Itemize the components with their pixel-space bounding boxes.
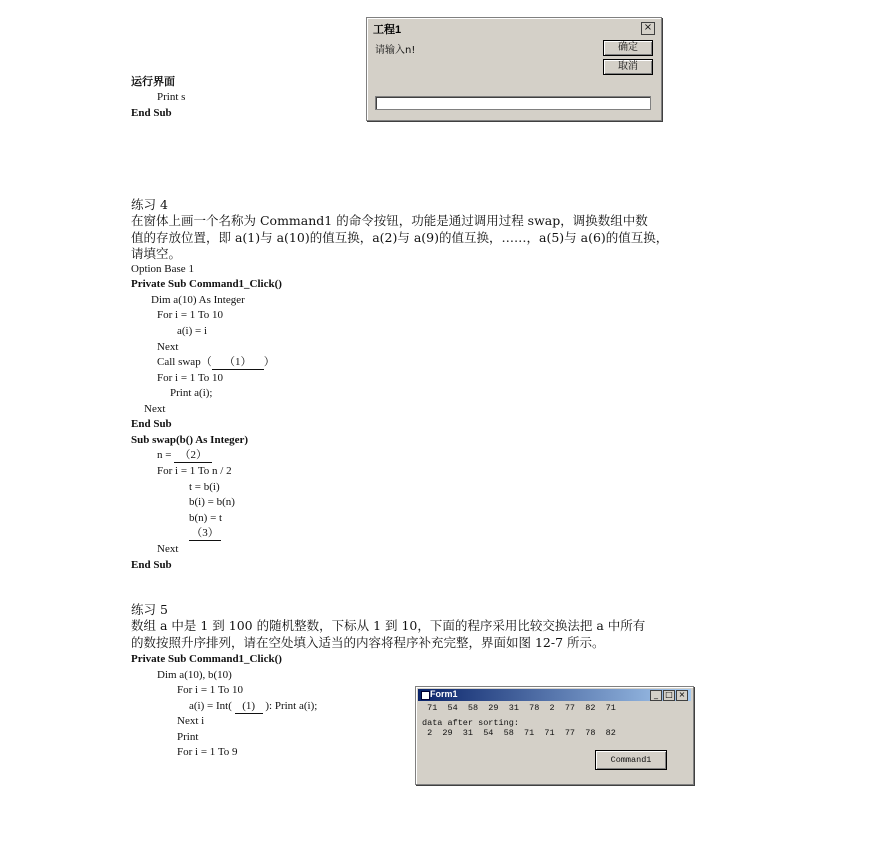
code-line: b(n) = t <box>189 512 223 524</box>
code-line: Print s <box>157 91 186 103</box>
code-line: For i = 1 To 10 <box>157 309 224 321</box>
exercise-4-title: 练习 4 <box>131 197 168 212</box>
cancel-button[interactable]: 取消 <box>603 59 653 75</box>
run-interface-heading: 运行界面 <box>131 76 175 88</box>
exercise-4-desc: 值的存放位置，即 a(1)与 a(10)的值互换，a(2)与 a(9)的值互换，……，a(5)与 a(6)的值互换， <box>131 230 669 245</box>
code-line: End Sub <box>131 559 172 571</box>
code-line: t = b(i) <box>189 481 220 493</box>
exercise-5-desc: 的数按照升序排列，请在空处填入适当的内容将程序补充完整，界面如图 12-7 所示。 <box>131 635 605 650</box>
close-icon[interactable]: × <box>676 690 688 701</box>
ok-button[interactable]: 确定 <box>603 40 653 56</box>
code-line: For i = 1 To n / 2 <box>157 465 232 477</box>
exercise-5-desc: 数组 a 中是 1 到 100 的随机整数，下标从 1 到 10，下面的程序采用比较交换法把 a 中所有 <box>131 618 646 633</box>
form1-window <box>415 686 694 785</box>
code-text: ): Print a(i); <box>265 700 318 712</box>
exercise-5-title: 练习 5 <box>131 602 168 617</box>
form-icon <box>421 691 430 700</box>
code-line: End Sub <box>131 107 172 119</box>
code-line: Dim a(10), b(10) <box>157 669 232 681</box>
dialog-title: 工程1 <box>373 24 402 36</box>
code-line: Dim a(10) As Integer <box>151 294 245 306</box>
code-line: Sub swap(b() As Integer) <box>131 434 249 446</box>
code-text: ） <box>263 356 275 368</box>
output-line: 2 29 31 54 58 71 71 77 78 82 <box>422 728 616 738</box>
code-line: Next <box>157 543 179 555</box>
code-line: a(i) = i <box>177 325 208 337</box>
code-line: Print <box>177 731 199 743</box>
blank-3: （3） <box>189 526 221 541</box>
window-controls <box>650 690 688 701</box>
code-line: Next <box>157 341 179 353</box>
form1-title: Form1 <box>430 689 458 699</box>
input-dialog <box>366 17 662 121</box>
blank-2: （2） <box>174 448 212 463</box>
exercise-4-desc: 请填空。 <box>131 246 182 261</box>
code-line: Private Sub Command1_Click() <box>131 653 282 665</box>
code-line <box>189 699 317 714</box>
output-line: data after sorting: <box>422 718 519 728</box>
code-line: Print a(i); <box>170 387 213 399</box>
code-line: Next <box>144 403 166 415</box>
exercise-4-desc: 在窗体上画一个名称为 Command1 的命令按钮，功能是通过调用过程 swap，调换数组中数 <box>131 213 648 228</box>
dialog-input[interactable] <box>375 96 651 110</box>
dialog-prompt: 请输入n! <box>375 45 416 56</box>
command1-button[interactable]: Command1 <box>595 750 667 770</box>
output-line: 71 54 58 29 31 78 2 77 82 71 <box>422 703 616 713</box>
minimize-icon[interactable]: _ <box>650 690 662 701</box>
code-line: Option Base 1 <box>131 263 194 275</box>
code-line <box>189 526 221 541</box>
code-line: Private Sub Command1_Click() <box>131 278 282 290</box>
form1-title-bar <box>418 689 691 701</box>
code-line <box>157 448 212 463</box>
blank-1: （1） <box>212 355 264 370</box>
code-line: End Sub <box>131 418 172 430</box>
maximize-icon[interactable]: □ <box>663 690 675 701</box>
close-icon[interactable]: × <box>641 22 655 35</box>
code-line: For i = 1 To 9 <box>177 746 238 758</box>
code-text: Call swap（ <box>157 356 212 368</box>
code-line: For i = 1 To 10 <box>157 372 224 384</box>
code-text: a(i) = Int( <box>189 700 232 712</box>
code-line: b(i) = b(n) <box>189 496 235 508</box>
code-line: Next i <box>177 715 205 727</box>
code-text: n = <box>157 449 172 461</box>
code-line: For i = 1 To 10 <box>177 684 244 696</box>
code-line <box>157 355 275 370</box>
dialog-title-bar <box>369 20 659 36</box>
blank-1: (1) <box>235 699 263 714</box>
